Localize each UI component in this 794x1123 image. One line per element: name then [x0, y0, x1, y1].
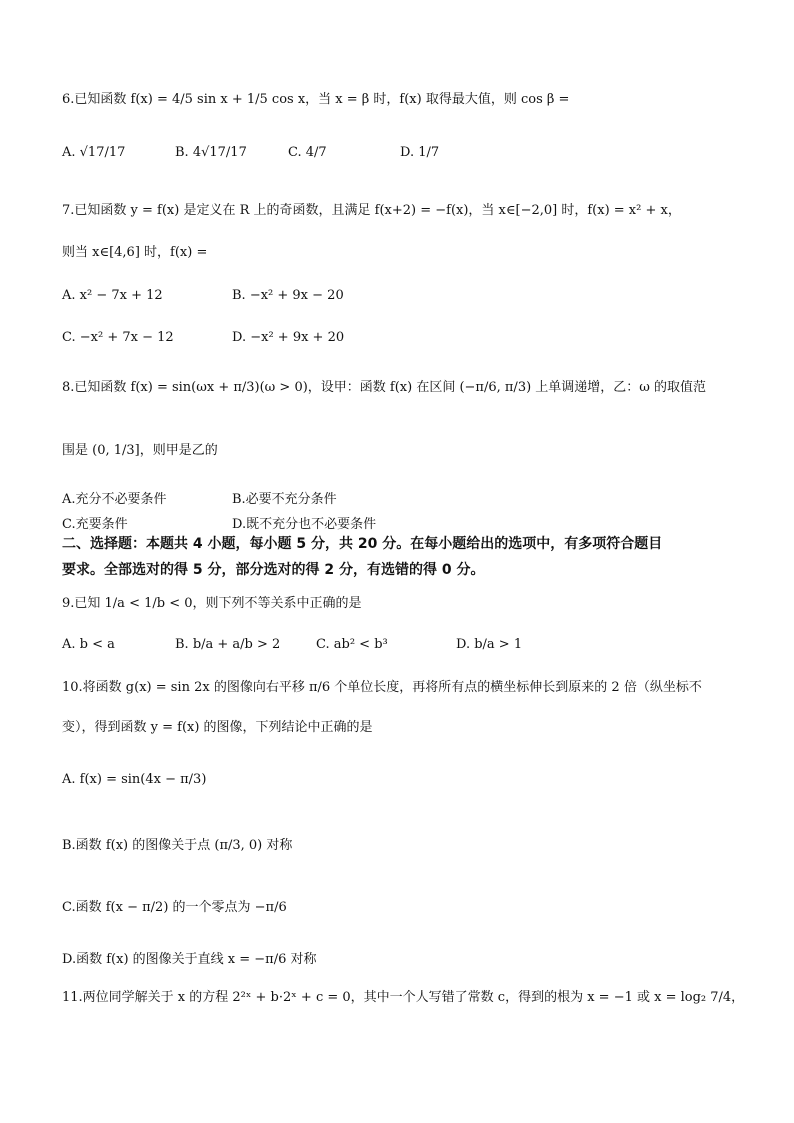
q6-option-c: C. 4/7: [288, 145, 327, 160]
section-2-heading-2: 要求。全部选对的得 5 分，部分选对的得 2 分，有选错的得 0 分。: [62, 562, 485, 578]
q7-stem-2: 则当 x∈[4,6] 时，f(x) =: [62, 245, 208, 260]
q6-option-b: B. 4√17/17: [175, 145, 247, 160]
q10-stem-2: 变），得到函数 y = f(x) 的图像，下列结论中正确的是: [62, 720, 373, 735]
q10-option-b: B.函数 f(x) 的图像关于点 (π/3, 0) 对称: [62, 838, 293, 853]
q8-stem: 8.已知函数 f(x) = sin(ωx + π/3)(ω > 0)，设甲：函数 f(x) 在区间 (−π/6, π/3) 上单调递增，乙：ω 的取值范: [62, 380, 707, 395]
q9-option-d: D. b/a > 1: [456, 637, 523, 652]
q7-stem: 7.已知函数 y = f(x) 是定义在 R 上的奇函数，且满足 f(x+2) = −f(x)，当 x∈[−2,0] 时，f(x) = x² + x，: [62, 203, 681, 218]
q10-option-d: D.函数 f(x) 的图像关于直线 x = −π/6 对称: [62, 952, 317, 967]
q10-option-a: A. f(x) = sin(4x − π/3): [62, 772, 207, 787]
q8-option-d: D.既不充分也不必要条件: [232, 517, 377, 532]
q7-option-a: A. x² − 7x + 12: [62, 288, 163, 303]
q10-option-c: C.函数 f(x − π/2) 的一个零点为 −π/6: [62, 900, 287, 915]
q6-stem: 6.已知函数 f(x) = 4/5 sin x + 1/5 cos x，当 x = β 时，f(x) 取得最大值，则 cos β =: [62, 92, 570, 107]
q8-stem-2: 围是 (0, 1/3]，则甲是乙的: [62, 443, 218, 458]
q7-option-d: D. −x² + 9x + 20: [232, 330, 345, 345]
q7-option-c: C. −x² + 7x − 12: [62, 330, 174, 345]
q9-option-c: C. ab² < b³: [316, 637, 388, 652]
q9-option-a: A. b < a: [62, 637, 115, 652]
q7-option-b: B. −x² + 9x − 20: [232, 288, 344, 303]
q6-option-a: A. √17/17: [62, 145, 126, 160]
q6-option-d: D. 1/7: [400, 145, 440, 160]
q9-option-b: B. b/a + a/b > 2: [175, 637, 281, 652]
q8-option-c: C.充要条件: [62, 517, 128, 532]
q8-option-a: A.充分不必要条件: [62, 492, 167, 507]
q9-stem: 9.已知 1/a < 1/b < 0，则下列不等关系中正确的是: [62, 596, 362, 611]
section-2-heading: 二、选择题：本题共 4 小题，每小题 5 分，共 20 分。在每小题给出的选项中，有多项符合题目: [62, 536, 663, 552]
q11-stem: 11.两位同学解关于 x 的方程 2²ˣ + b·2ˣ + c = 0，其中一个人写错了常数 c，得到的根为 x = −1 或 x = log₂ 7/4，: [62, 990, 745, 1005]
q8-option-b: B.必要不充分条件: [232, 492, 337, 507]
q10-stem: 10.将函数 g(x) = sin 2x 的图像向右平移 π/6 个单位长度，再将所有点的横坐标伸长到原来的 2 倍（纵坐标不: [62, 680, 702, 695]
